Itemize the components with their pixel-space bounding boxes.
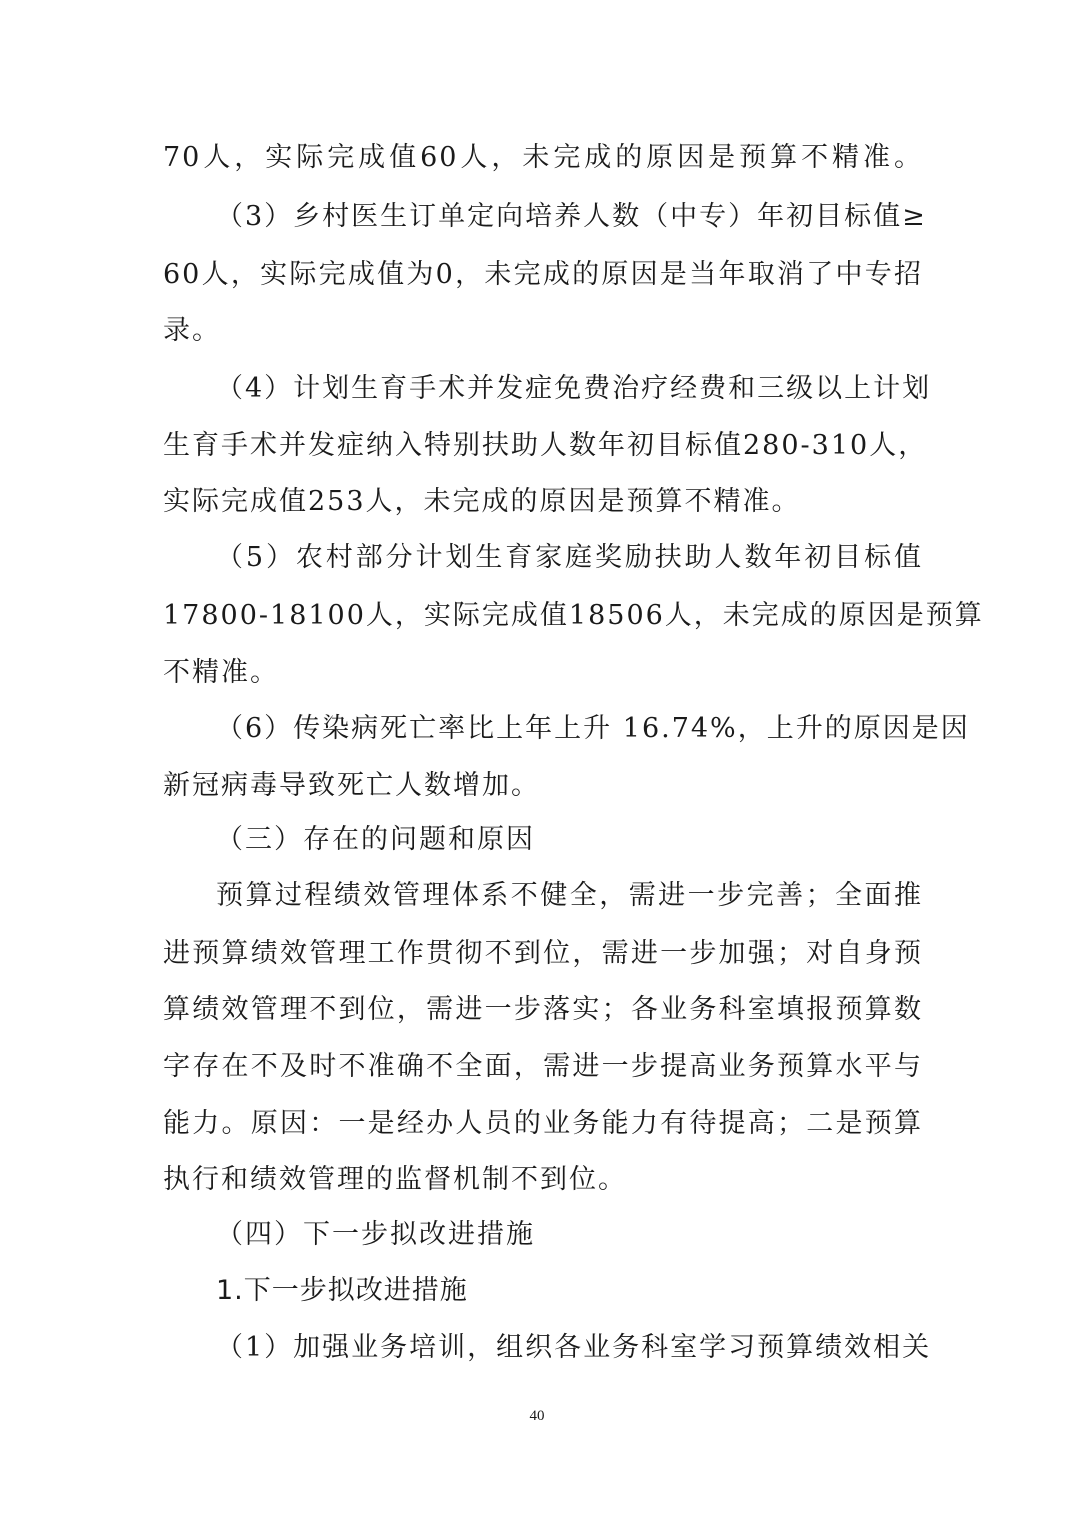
body-text-line: 生育手术并发症纳入特别扶助人数年初目标值280-310人， (163, 430, 928, 461)
body-text-line: 17800-18100人，实际完成值18506人，未完成的原因是预算 (163, 600, 984, 631)
body-text-line: 60人，实际完成值为0，未完成的原因是当年取消了中专招 (163, 259, 923, 290)
body-text-line: 录。 (163, 315, 221, 346)
body-text-line: 新冠病毒导致死亡人数增加。 (163, 770, 540, 801)
subsection-heading: 1.下一步拟改进措施 (216, 1275, 468, 1306)
page-number: 40 (529, 1408, 545, 1424)
paragraph-first-line: 预算过程绩效管理体系不健全，需进一步完善；全面推 (216, 880, 923, 911)
list-item-6-line: （6）传染病死亡率比上年上升 16.74%，上升的原因是因 (216, 713, 970, 744)
body-text-line: 70人，实际完成值60人，未完成的原因是预算不精准。 (163, 142, 923, 173)
list-item-1-line: （1）加强业务培训，组织各业务科室学习预算绩效相关 (216, 1332, 932, 1363)
body-text-line: 字存在不及时不准确不全面，需进一步提高业务预算水平与 (163, 1051, 923, 1082)
body-text-line: 不精准。 (163, 657, 279, 688)
section-heading-3: （三）存在的问题和原因 (216, 824, 535, 855)
list-item-3-line: （3）乡村医生订单定向培养人数（中专）年初目标值≥ (216, 201, 927, 232)
section-heading-4: （四）下一步拟改进措施 (216, 1219, 535, 1250)
list-item-5-line: （5）农村部分计划生育家庭奖励扶助人数年初目标值 (216, 542, 923, 573)
body-text-line: 进预算绩效管理工作贯彻不到位，需进一步加强；对自身预 (163, 938, 923, 969)
body-text-line: 实际完成值253人，未完成的原因是预算不精准。 (163, 486, 801, 517)
body-text-line: 能力。原因：一是经办人员的业务能力有待提高；二是预算 (163, 1108, 923, 1139)
list-item-4-line: （4）计划生育手术并发症免费治疗经费和三级以上计划 (216, 373, 932, 404)
body-text-line: 算绩效管理不到位，需进一步落实；各业务科室填报预算数 (163, 994, 923, 1025)
body-text-line: 执行和绩效管理的监督机制不到位。 (163, 1164, 627, 1195)
